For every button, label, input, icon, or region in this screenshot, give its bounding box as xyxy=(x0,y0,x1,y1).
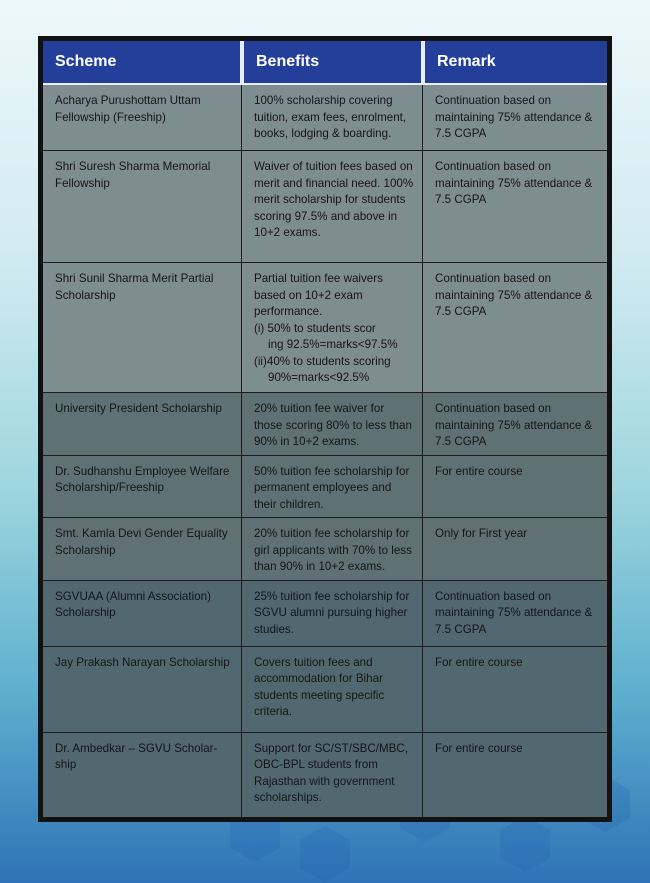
header-remark: Remark xyxy=(423,41,607,85)
benefits-cell xyxy=(242,263,423,393)
scheme-cell: Dr. Sudhanshu Employee Welfare Scholarship/Freeship xyxy=(43,456,242,519)
remark-cell: Continuation based on maintaining 75% attendance & 7.5 CGPA xyxy=(423,263,607,393)
table-row xyxy=(43,456,607,519)
table-header-row xyxy=(43,41,607,85)
scheme-cell: Dr. Ambedkar – SGVU Scholar-ship xyxy=(43,733,242,818)
remark-cell: For entire course xyxy=(423,647,607,733)
remark-cell: For entire course xyxy=(423,733,607,818)
remark-cell: Continuation based on maintaining 75% attendance & 7.5 CGPA xyxy=(423,151,607,263)
scholarship-table xyxy=(43,41,607,817)
scheme-cell: Shri Sunil Sharma Merit Partial Scholarship xyxy=(43,263,242,393)
table-row xyxy=(43,581,607,647)
table-row xyxy=(43,518,607,581)
table-row xyxy=(43,733,607,818)
benefits-line: ing 92.5%=marks<97.5% xyxy=(268,338,398,351)
scheme-cell: University President Scholarship xyxy=(43,393,242,456)
table-row xyxy=(43,647,607,733)
table-row xyxy=(43,85,607,151)
header-scheme: Scheme xyxy=(43,41,242,85)
table-row xyxy=(43,263,607,393)
remark-cell: Continuation based on maintaining 75% attendance & 7.5 CGPA xyxy=(423,581,607,647)
table-row xyxy=(43,151,607,263)
benefits-cell: 20% tuition fee scholarship for girl applicants with 70% to less than 90% in 10+2 exams. xyxy=(242,518,423,581)
benefits-line: 90%=marks<92.5% xyxy=(268,371,370,384)
scheme-cell: Smt. Kamla Devi Gender Equality Scholarship xyxy=(43,518,242,581)
scheme-cell: Jay Prakash Narayan Scholarship xyxy=(43,647,242,733)
benefits-cell: 25% tuition fee scholarship for SGVU alumni pursuing higher studies. xyxy=(242,581,423,647)
header-benefits: Benefits xyxy=(242,41,423,85)
benefits-cell: 50% tuition fee scholarship for permanent employees and their children. xyxy=(242,456,423,519)
scheme-cell: Acharya Purushottam Uttam Fellowship (Freeship) xyxy=(43,85,242,151)
benefits-line: Partial tuition fee waivers based on 10+2 exam performance. xyxy=(254,272,383,318)
remark-cell: Only for First year xyxy=(423,518,607,581)
table-row xyxy=(43,393,607,456)
benefits-cell: Waiver of tuition fees based on merit and financial need. 100% merit scholarship for students scoring 97.5% and above in 10+2 exams. xyxy=(242,151,423,263)
remark-cell: Continuation based on maintaining 75% attendance & 7.5 CGPA xyxy=(423,393,607,456)
scheme-cell: Shri Suresh Sharma Memorial Fellowship xyxy=(43,151,242,263)
scheme-cell: SGVUAA (Alumni Association) Scholarship xyxy=(43,581,242,647)
remark-cell: For entire course xyxy=(423,456,607,519)
benefits-cell: Support for SC/ST/SBC/MBC, OBC-BPL students from Rajasthan with government scholarships. xyxy=(242,733,423,818)
benefits-line: (ii)40% to students scoring xyxy=(254,354,391,368)
remark-cell: Continuation based on maintaining 75% attendance & 7.5 CGPA xyxy=(423,85,607,151)
benefits-line: (i) 50% to students scor xyxy=(254,321,376,335)
benefits-cell: 100% scholarship covering tuition, exam fees, enrolment, books, lodging & boarding. xyxy=(242,85,423,151)
scholarship-table-frame xyxy=(38,36,612,822)
benefits-cell: 20% tuition fee waiver for those scoring 80% to less than 90% in 10+2 exams. xyxy=(242,393,423,456)
benefits-cell: Covers tuition fees and accommodation for Bihar students meeting specific criteria. xyxy=(242,647,423,733)
